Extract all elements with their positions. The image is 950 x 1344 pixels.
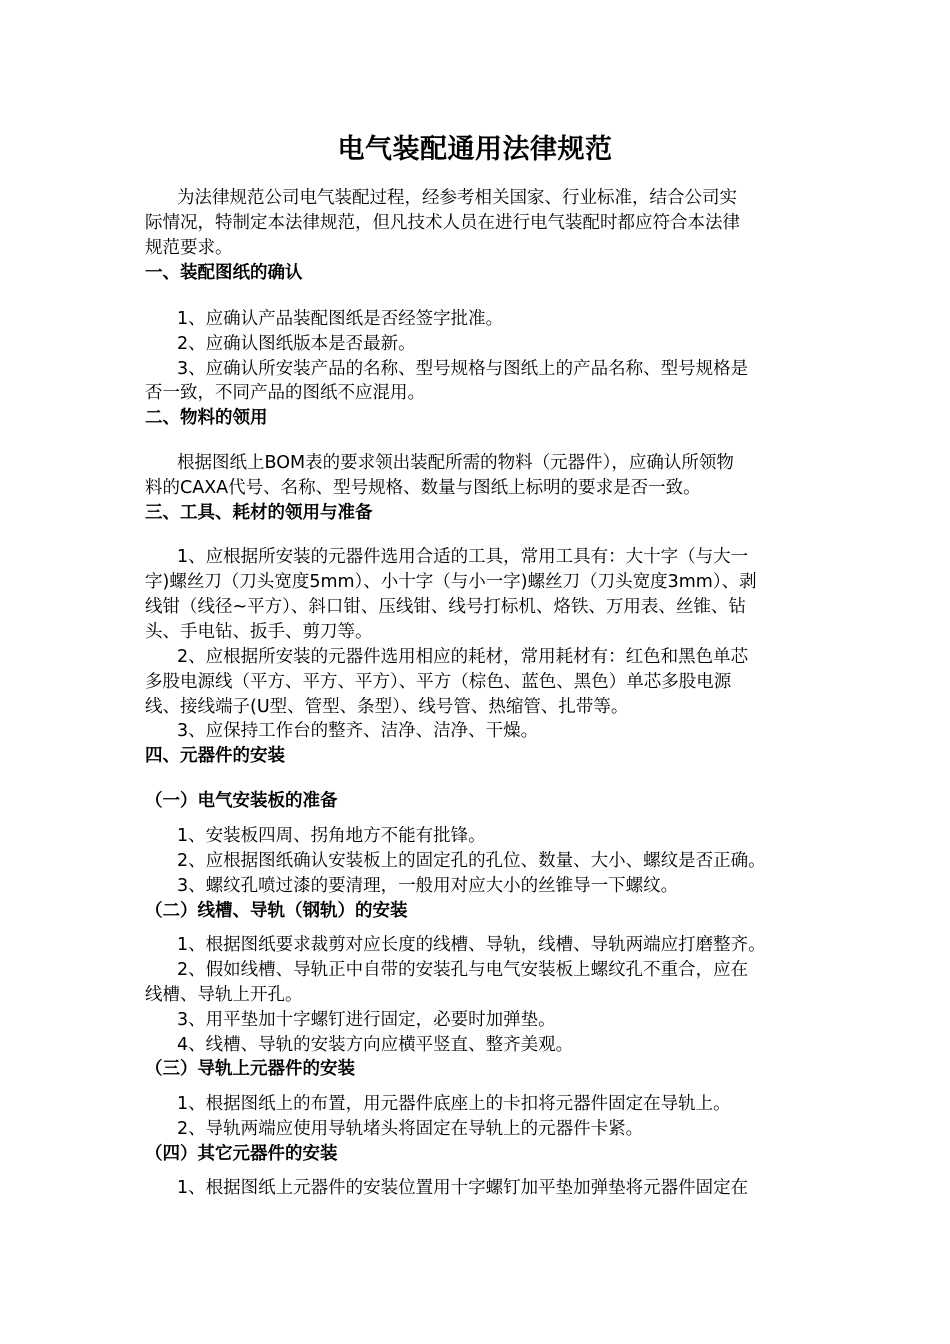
- subsection-1-item-3: 3、螺纹孔喷过漆的要清理，一般用对应大小的丝锥导一下螺纹。: [177, 876, 679, 896]
- section-2-para-line-2: 料的CAXA代号、名称、型号规格、数量与图纸上标明的要求是否一致。: [145, 478, 701, 498]
- subsection-3-item-1: 1、根据图纸上的布置，用元器件底座上的卡扣将元器件固定在导轨上。: [177, 1094, 731, 1114]
- intro-line-2: 际情况，特制定本法律规范，但凡技术人员在进行电气装配时都应符合本法律: [145, 213, 740, 233]
- subsection-2-heading: （二）线槽、导轨（钢轨）的安装: [145, 901, 408, 921]
- document-title: 电气装配通用法律规范: [337, 134, 613, 165]
- section-3-item-1-line-1: 1、应根据所安装的元器件选用合适的工具，常用工具有：大十字（与大一: [177, 547, 749, 567]
- subsection-1-item-2: 2、应根据图纸确认安装板上的固定孔的孔位、数量、大小、螺纹是否正确。: [177, 851, 766, 871]
- subsection-2-item-4: 4、线槽、导轨的安装方向应横平竖直、整齐美观。: [177, 1035, 574, 1055]
- section-2-para-line-1: 根据图纸上BOM表的要求领出装配所需的物料（元器件），应确认所领物: [177, 453, 734, 473]
- section-4-heading: 四、元器件的安装: [145, 746, 285, 766]
- subsection-2-item-2-line-2: 线槽、导轨上开孔。: [145, 985, 303, 1005]
- section-3-item-2-line-3: 线、接线端子(U型、管型、条型）、线号管、热缩管、扎带等。: [145, 697, 629, 717]
- section-3-item-2-line-2: 多股电源线（平方、平方、平方）、平方（棕色、蓝色、黑色）单芯多股电源: [145, 672, 732, 692]
- section-3-item-1-line-4: 头、手电钻、扳手、剪刀等。: [145, 622, 373, 642]
- subsection-2-item-2-line-1: 2、假如线槽、导轨正中自带的安装孔与电气安装板上螺纹孔不重合，应在: [177, 960, 749, 980]
- subsection-2-item-1: 1、根据图纸要求裁剪对应长度的线槽、导轨，线槽、导轨两端应打磨整齐。: [177, 935, 766, 955]
- section-3-item-1-line-2: 字)螺丝刀（刀头宽度5mm）、小十字（与小一字)螺丝刀（刀头宽度3mm）、剥: [145, 572, 757, 592]
- section-3-heading: 三、工具、耗材的领用与准备: [145, 503, 373, 523]
- subsection-3-heading: （三）导轨上元器件的安装: [145, 1059, 355, 1079]
- subsection-4-item-1: 1、根据图纸上元器件的安装位置用十字螺钉加平垫加弹垫将元器件固定在: [177, 1178, 749, 1198]
- subsection-3-item-2: 2、导轨两端应使用导轨堵头将固定在导轨上的元器件卡紧。: [177, 1119, 644, 1139]
- section-1-item-2: 2、应确认图纸版本是否最新。: [177, 334, 416, 354]
- section-3-item-1-line-3: 线钳（线径~平方）、斜口钳、压线钳、线号打标机、烙铁、万用表、丝锥、钻: [145, 597, 746, 617]
- intro-line-1: 为法律规范公司电气装配过程，经参考相关国家、行业标准，结合公司实: [177, 188, 737, 208]
- subsection-1-item-1: 1、安装板四周、拐角地方不能有批锋。: [177, 826, 486, 846]
- section-1-item-3-line-1: 3、应确认所安装产品的名称、型号规格与图纸上的产品名称、型号规格是: [177, 359, 749, 379]
- section-3-item-2-line-1: 2、应根据所安装的元器件选用相应的耗材，常用耗材有：红色和黑色单芯: [177, 647, 749, 667]
- section-3-item-3: 3、应保持工作台的整齐、洁净、洁净、干燥。: [177, 721, 539, 741]
- subsection-4-heading: （四）其它元器件的安装: [145, 1144, 338, 1164]
- section-1-item-3-line-2: 否一致，不同产品的图纸不应混用。: [145, 383, 425, 403]
- subsection-2-item-3: 3、用平垫加十字螺钉进行固定，必要时加弹垫。: [177, 1010, 556, 1030]
- section-1-item-1: 1、应确认产品装配图纸是否经签字批准。: [177, 309, 504, 329]
- intro-line-3: 规范要求。: [145, 238, 233, 258]
- section-2-heading: 二、物料的领用: [145, 408, 268, 428]
- subsection-1-heading: （一）电气安装板的准备: [145, 791, 338, 811]
- section-1-heading: 一、装配图纸的确认: [145, 263, 303, 283]
